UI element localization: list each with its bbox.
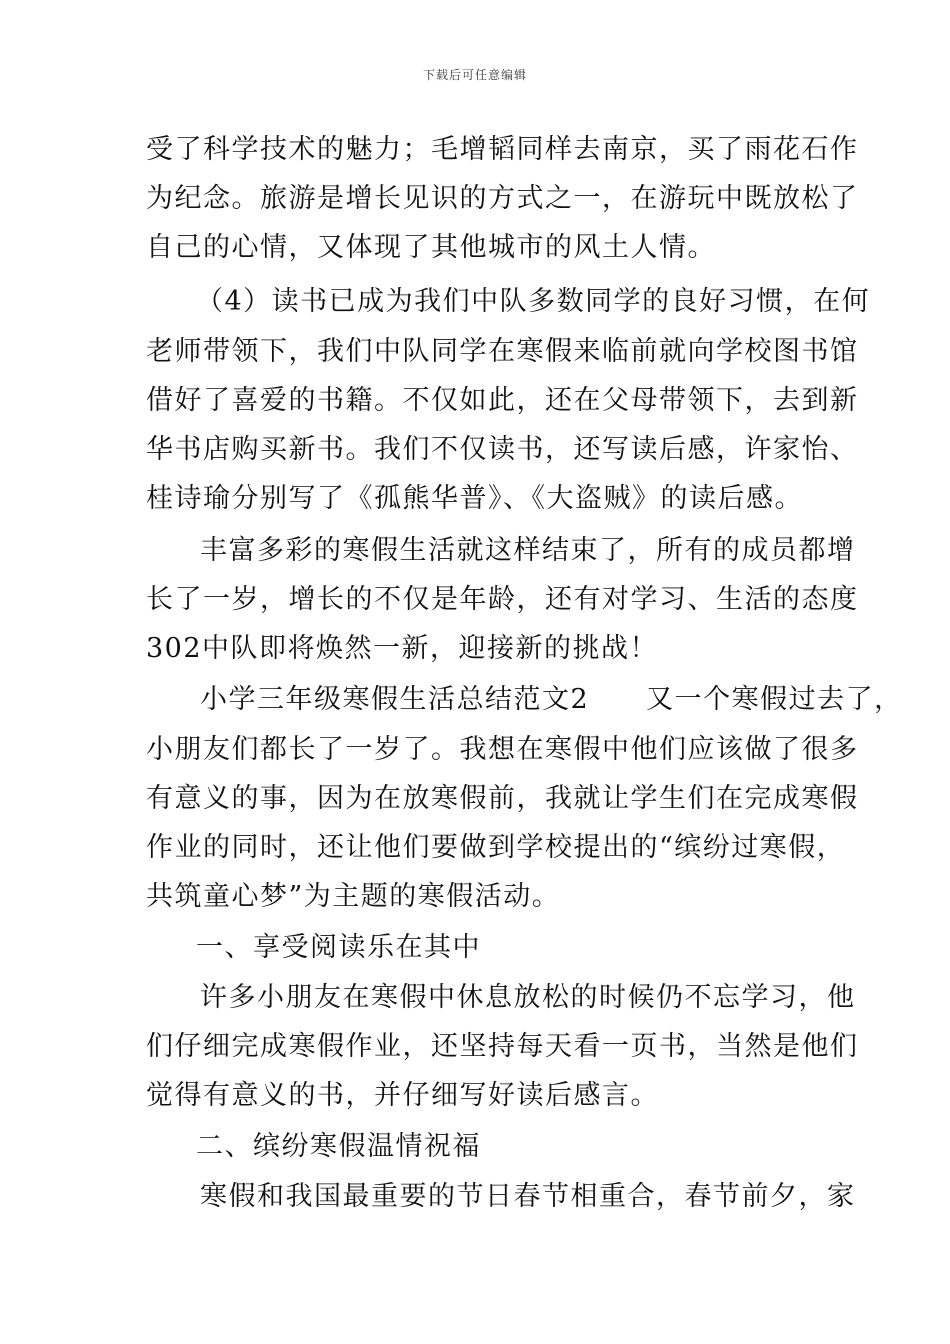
text-line: （4）读书已成为我们中队多数同学的良好习惯，在何 [196, 286, 871, 317]
text-line: 老师带领下，我们中队同学在寒假来临前就向学校图书馆 [146, 336, 859, 367]
text-line: 桂诗瑜分别写了《孤熊华普》、《大盗贼》的读后感。 [146, 483, 803, 514]
section-heading: 一、享受阅读乐在其中 [196, 932, 481, 963]
text-line: 借好了喜爱的书籍。不仅如此，还在父母带领下，去到新 [146, 385, 859, 416]
text-line: 302中队即将焕然一新，迎接新的挑战！ [146, 633, 659, 664]
text-line: 小朋友们都长了一岁了。我想在寒假中他们应该做了很多 [146, 734, 859, 765]
section-heading: 二、缤纷寒假温情祝福 [196, 1131, 481, 1162]
text-line: 们仔细完成寒假作业，还坚持每天看一页书，当然是他们 [146, 1031, 859, 1062]
text-line: 小学三年级寒假生活总结范文2 又一个寒假过去了， [200, 684, 903, 715]
page-header: 下载后可任意编辑 [422, 68, 527, 82]
text-line: 觉得有意义的书，并仔细写好读后感言。 [146, 1080, 659, 1111]
text-line: 丰富多彩的寒假生活就这样结束了，所有的成员都增 [200, 535, 856, 566]
text-line: 受了科学技术的魅力；毛增韬同样去南京，买了雨花石作 [146, 134, 859, 165]
text-line: 有意义的事，因为在放寒假前，我就让学生们在完成寒假 [146, 783, 859, 814]
text-line: 长了一岁，增长的不仅是年龄，还有对学习、生活的态度 [146, 584, 859, 615]
text-line: 寒假和我国最重要的节日春节相重合，春节前夕，家 [200, 1181, 856, 1212]
text-line: 许多小朋友在寒假中休息放松的时候仍不忘学习，他 [200, 982, 856, 1013]
text-line: 华书店购买新书。我们不仅读书，还写读后感，许家怡、 [146, 434, 859, 465]
text-line: 为纪念。旅游是增长见识的方式之一，在游玩中既放松了 [146, 183, 859, 214]
text-line: 共筑童心梦”为主题的寒假活动。 [146, 881, 561, 912]
text-line: 自己的心情，又体现了其他城市的风土人情。 [146, 232, 716, 263]
text-line: 作业的同时，还让他们要做到学校提出的“缤纷过寒假， [146, 832, 846, 863]
